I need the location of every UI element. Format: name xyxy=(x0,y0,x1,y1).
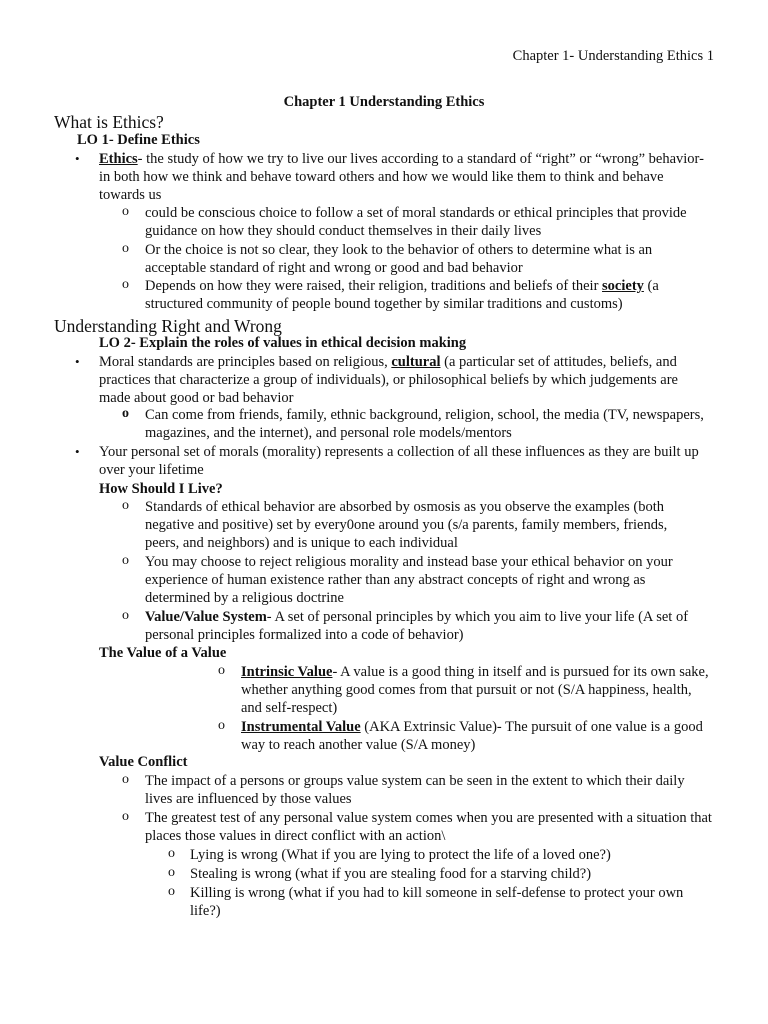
circle-marker: o xyxy=(168,865,175,880)
circle-marker: o xyxy=(122,608,129,623)
bullet-ethics-definition xyxy=(99,150,711,204)
term-cultural: cultural xyxy=(391,354,441,370)
subbullet-value-system xyxy=(145,608,715,644)
instrumental-value-text: (AKA Extrinsic Value)- The pursuit of one value is a good way to reach another value (S/A money) xyxy=(241,719,703,753)
example-stealing: Stealing is wrong (what if you are stealing food for a starving child?) xyxy=(190,866,592,882)
circle-marker: o xyxy=(122,204,129,219)
term-ethics: Ethics xyxy=(99,151,138,167)
subbullet-instrumental-value xyxy=(241,718,711,754)
subheading-value-conflict: Value Conflict xyxy=(99,754,188,770)
circle-marker: o xyxy=(122,406,129,421)
circle-marker: o xyxy=(122,241,129,256)
intrinsic-value-text: - A value is a good thing in itself and is pursued for its own sake, whether anything good comes from that pursuit or not (S/A happiness, health, and self-respect) xyxy=(241,664,709,716)
circle-marker: o xyxy=(122,809,129,824)
example-lying: Lying is wrong (What if you are lying to protect the life of a loved one?) xyxy=(190,847,611,863)
subbullet-intrinsic-value xyxy=(241,663,711,717)
subbullet-osmosis: Standards of ethical behavior are absorbed by osmosis as you observe the examples (both negative and positive) set by every0one around you (s/a parents, family members, friends, peers, and neighbors) and is unique to each individual xyxy=(145,499,668,551)
circle-marker: o xyxy=(122,277,129,292)
moral-standards-text-pre: Moral standards are principles based on religious, xyxy=(99,354,392,370)
term-instrumental-value: Instrumental Value xyxy=(241,719,361,735)
subbullet-sources-of-standards: Can come from friends, family, ethnic background, religion, school, the media (TV, newspapers, magazines, and the internet), and personal role models/mentors xyxy=(145,407,704,441)
learning-objective-1: LO 1- Define Ethics xyxy=(77,132,200,148)
society-text-post: (a structured community of people bound together by similar traditions and customs) xyxy=(145,278,659,312)
subbullet-greatest-test: The greatest test of any personal value system comes when you are presented with a situation that places those values in direct conflict with an action\ xyxy=(145,810,712,844)
term-value-system: Value/Value System xyxy=(145,609,267,625)
learning-objective-2: LO 2- Explain the roles of values in ethical decision making xyxy=(99,335,467,351)
term-society: society xyxy=(602,278,644,294)
bullet-personal-morals: Your personal set of morals (morality) represents a collection of all these influences as they are built up over your lifetime xyxy=(99,444,699,478)
running-header: Chapter 1- Understanding Ethics 1 xyxy=(512,48,714,64)
example-killing: Killing is wrong (what if you had to kill someone in self-defense to protect your own life?) xyxy=(190,885,684,919)
circle-marker: o xyxy=(122,553,129,568)
circle-marker: o xyxy=(168,846,175,861)
subbullet-reject-religious-morality: You may choose to reject religious morality and instead base your ethical behavior on your experience of human existence rather than any abstract concepts of right and wrong as determined by a religious doctrine xyxy=(145,554,673,606)
bullet-moral-standards xyxy=(99,353,711,407)
ethics-definition-text: - the study of how we try to live our lives according to a standard of “right” or “wrong” behavior- in both how we think and behave toward others and how we would like them to think and behave towards us xyxy=(99,151,704,203)
subheading-value-of-a-value: The Value of a Value xyxy=(99,645,227,661)
bullet-marker: • xyxy=(75,151,80,166)
section-heading-right-and-wrong: Understanding Right and Wrong xyxy=(54,316,282,336)
section-heading-what-is-ethics: What is Ethics? xyxy=(54,112,164,132)
society-text-pre: Depends on how they were raised, their religion, traditions and beliefs of their xyxy=(145,278,603,294)
circle-marker: o xyxy=(122,498,129,513)
bullet-marker: • xyxy=(75,444,80,459)
chapter-title: Chapter 1 Understanding Ethics xyxy=(283,94,485,110)
circle-marker: o xyxy=(218,663,225,678)
subbullet-impact-of-value-system: The impact of a persons or groups value system can be seen in the extent to which their daily lives are influenced by those values xyxy=(145,773,685,807)
subheading-how-should-i-live: How Should I Live? xyxy=(99,481,223,497)
moral-standards-text-post: (a particular set of attitudes, beliefs, and practices that characterize a group of individuals), or philosophical beliefs by which judgements are made about good or bad behavior xyxy=(99,354,678,406)
circle-marker: o xyxy=(122,772,129,787)
subbullet-depends-on-society xyxy=(145,277,705,313)
circle-marker: o xyxy=(168,884,175,899)
circle-marker: o xyxy=(218,718,225,733)
term-intrinsic-value: Intrinsic Value xyxy=(241,664,333,680)
value-system-text: - A set of personal principles by which you aim to live your life (A set of personal principles formalized into a code of behavior) xyxy=(145,609,689,643)
subbullet-choice-not-clear: Or the choice is not so clear, they look to the behavior of others to determine what is an acceptable standard of right and wrong or good and bad behavior xyxy=(145,242,653,276)
subbullet-conscious-choice: could be conscious choice to follow a set of moral standards or ethical principles that provide guidance on how they should conduct themselves in their daily lives xyxy=(145,205,687,239)
bullet-marker: • xyxy=(75,354,80,369)
